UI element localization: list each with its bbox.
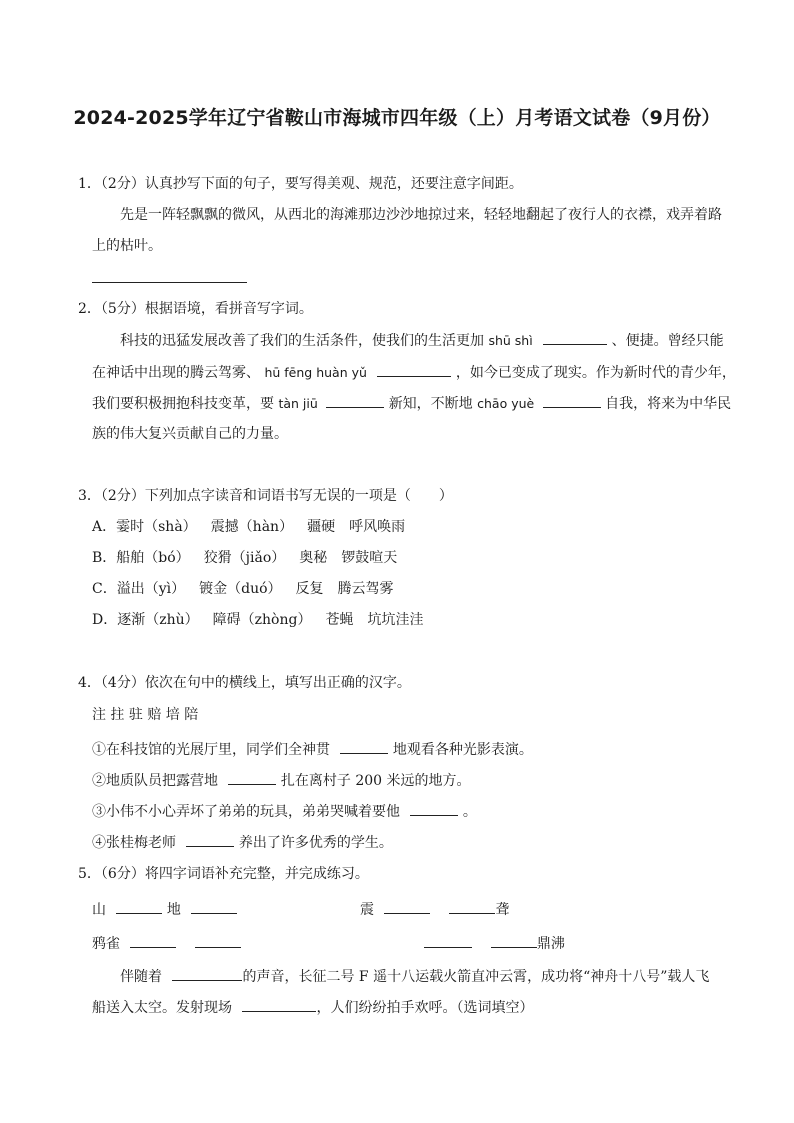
blank-chao-yue[interactable] <box>543 393 601 408</box>
idiom-char: 聋 <box>495 902 510 918</box>
question-4-sentence-4 <box>92 832 393 853</box>
q2-text: 自我，将来为中华民 <box>605 396 732 412</box>
question-4-sentence-1 <box>92 739 533 760</box>
passage-text: 船送入太空。发射现场 <box>92 1000 232 1016</box>
passage-text: 的声音，长征二号 F 遥十八运载火箭直冲云霄，成功将“神舟十八号”载人飞 <box>242 969 710 985</box>
question-5-passage-line-2 <box>92 997 533 1018</box>
character-bank: 注 拄 驻 赔 培 陪 <box>92 707 199 723</box>
idiom-char: 震 <box>360 902 374 918</box>
option-word: 船舶（bó） <box>116 550 190 566</box>
pinyin-chao-yue: chāo yuè <box>477 396 535 411</box>
option-word: 霎时（shà） <box>116 519 197 535</box>
option-label: D． <box>92 612 118 628</box>
idiom-blank[interactable] <box>384 899 430 914</box>
option-word: 腾云驾雾 <box>337 581 394 597</box>
blank-3[interactable] <box>410 801 458 816</box>
option-a[interactable] <box>92 517 405 537</box>
option-c[interactable] <box>92 579 394 599</box>
page-title: 2024-2025学年辽宁省鞍山市海城市四年级（上）月考语文试卷（9月份） <box>73 107 721 129</box>
blank-4[interactable] <box>186 832 234 847</box>
idiom-blank[interactable] <box>191 899 237 914</box>
option-word: 逐渐（zhù） <box>117 612 199 628</box>
idiom-char: 鼎沸 <box>536 936 565 952</box>
passage-blank-2[interactable] <box>242 997 316 1012</box>
option-word: 反复 <box>295 581 324 597</box>
question-2-line-3 <box>92 393 731 414</box>
option-word: 障碍（zhòng） <box>212 612 312 628</box>
q2-text: 科技的迅猛发展改善了我们的生活条件，使我们的生活更加 <box>120 333 484 349</box>
blank-tan-jiu[interactable] <box>326 393 384 408</box>
idiom-blank[interactable] <box>130 933 176 948</box>
idiom-3 <box>92 933 241 954</box>
idiom-2 <box>360 899 509 920</box>
idiom-blank[interactable] <box>195 933 241 948</box>
idiom-char: 鸦雀 <box>92 936 120 952</box>
option-word: 震撼（hàn） <box>210 519 294 535</box>
question-1-sentence-line-1: 先是一阵轻飘飘的微风，从西北的海滩那边沙沙地掠过来，轻轻地翻起了夜行人的衣襟，戏弄着路 <box>120 207 722 223</box>
passage-blank-1[interactable] <box>172 966 242 981</box>
question-1-heading: 1．（2分）认真抄写下面的句子，要写得美观、规范，还要注意字间距。 <box>78 176 523 192</box>
pinyin-hu-feng-huan-yu: hū fēng huàn yǔ <box>264 365 367 380</box>
idiom-blank[interactable] <box>116 899 162 914</box>
option-word: 呼风唤雨 <box>349 519 406 535</box>
idiom-4 <box>424 933 565 954</box>
passage-text: 伴随着 <box>120 969 162 985</box>
question-5-passage-line-1 <box>120 966 709 987</box>
question-2-line-4: 族的伟大复兴贡献自己的力量。 <box>92 426 288 442</box>
q2-text: 在神话中出现的腾云驾雾、 <box>92 365 260 381</box>
option-word: 疆硬 <box>307 519 336 535</box>
blank-1[interactable] <box>340 739 388 754</box>
idiom-blank[interactable] <box>491 933 537 948</box>
blank-shu-shi[interactable] <box>543 330 607 345</box>
idiom-blank[interactable] <box>449 899 495 914</box>
sentence-text: ②地质队员把露营地 <box>92 773 218 789</box>
idiom-char: 地 <box>166 902 181 918</box>
question-4-sentence-2 <box>92 770 471 791</box>
question-4-heading: 4．（4分）依次在句中的横线上，填写出正确的汉字。 <box>78 675 411 691</box>
option-d[interactable] <box>92 610 423 630</box>
sentence-text: ①在科技馆的光展厅里，同学们全神贯 <box>92 742 330 758</box>
passage-text: ，人们纷纷拍手欢呼。（选词填空） <box>316 1000 534 1016</box>
question-3-heading: 3．（2分）下列加点字读音和词语书写无误的一项是（ ） <box>78 488 453 504</box>
q2-text: 我们要积极拥抱科技变革，要 <box>92 396 274 412</box>
pinyin-tan-jiu: tàn jiū <box>278 396 318 411</box>
question-2-line-2 <box>92 362 736 383</box>
option-word: 苍蝇 <box>325 612 354 628</box>
option-label: B． <box>92 550 117 566</box>
option-word: 狡猾（jiǎo） <box>203 550 286 566</box>
q2-text: 、便捷。曾经只能 <box>611 333 724 349</box>
question-2-heading: 2．（5分）根据语境，看拼音写字词。 <box>78 301 313 317</box>
blank-2[interactable] <box>228 770 276 785</box>
option-word: 溢出（yì） <box>116 581 186 597</box>
question-1-sentence-line-2: 上的枯叶。 <box>92 238 162 254</box>
idiom-blank[interactable] <box>424 933 472 948</box>
sentence-text: 。 <box>462 804 477 820</box>
sentence-text: 养出了许多优秀的学生。 <box>238 835 393 851</box>
question-2-line-1 <box>120 330 724 351</box>
sentence-text: ④张桂梅老师 <box>92 835 176 851</box>
option-word: 奥秘 <box>299 550 328 566</box>
idiom-1 <box>92 899 237 920</box>
option-b[interactable] <box>92 548 397 568</box>
option-label: A． <box>92 519 117 535</box>
question-4-sentence-3 <box>92 801 477 822</box>
sentence-text: ③小伟不小心弄坏了弟弟的玩具，弟弟哭喊着要他 <box>92 804 400 820</box>
option-label: C． <box>92 581 117 597</box>
option-word: 锣鼓喧天 <box>341 550 398 566</box>
idiom-char: 山 <box>92 902 106 918</box>
q2-text: ，如今已变成了现实。作为新时代的青少年， <box>455 365 736 381</box>
q2-text: 新知，不断地 <box>388 396 473 412</box>
question-5-heading: 5．（6分）将四字词语补充完整，并完成练习。 <box>78 866 369 882</box>
option-word: 坑坑洼洼 <box>367 612 424 628</box>
sentence-text: 地观看各种光影表演。 <box>392 742 533 758</box>
option-word: 镀金（duó） <box>199 581 282 597</box>
sentence-text: 扎在离村子 200 米远的地方。 <box>280 773 471 789</box>
blank-hu-feng-huan-yu[interactable] <box>377 362 451 377</box>
pinyin-shu-shi: shū shì <box>488 333 533 348</box>
question-1-answer-line[interactable] <box>92 268 247 283</box>
